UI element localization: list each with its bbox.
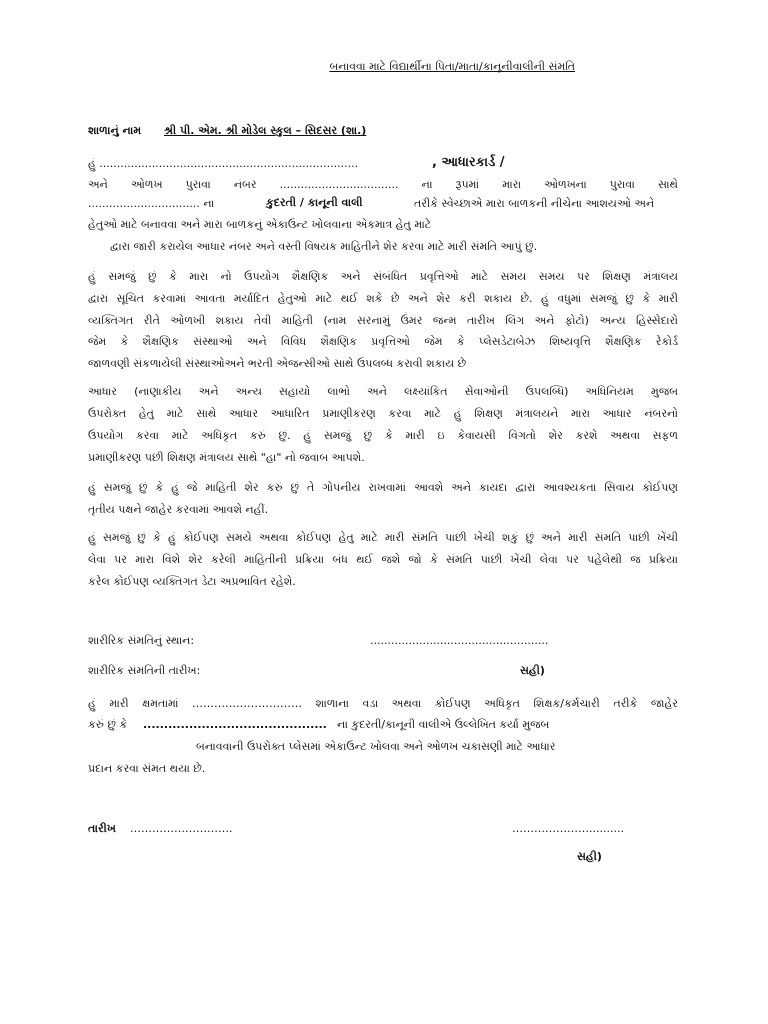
- signature-label-1: સહી): [520, 664, 545, 677]
- para3-line-1: હું સમજું છું કે હું જે માહિતી શેર કરું છું તે ગોપનીય રાખવામાં આવશે અને કાયદા દ્વારા આવશ્યકતા સિવાય કોઈપણ: [88, 481, 678, 494]
- para2-line-3: ઉપયોગ કરવા માટે અધિકૃત કરું છું. હું સમજું છું કે મારી ઇ કેવાયસી વિગતો શેર કરશે અથવા સફળ: [88, 429, 678, 442]
- intro-line-3b: કુદરતી / કાનૂની વાલી: [266, 196, 363, 209]
- para5-line-2b: ............................................: [143, 718, 327, 731]
- form-title-underline-line: [193, 74, 575, 75]
- school-name: શ્રી પી. એમ. શ્રી મોડેલ સ્કુલ – સિદસર (શા.): [164, 124, 367, 137]
- intro-line-3c: તરીકે સ્વેચ્છાએ મારા બાળકની નીચેના આશયઓ અને: [414, 197, 655, 210]
- para2-line-4: પ્રમાણીકરણ પછી શિક્ષણ મંત્રાલય સાથે "હા" નો જવાબ આપશે.: [88, 451, 365, 464]
- para4-line-1: હું સમજું છું કે હું કોઈપણ સમયે અથવા કોઈપણ હેતુ માટે મારી સંમતિ પાછી ખેંચી શકું છું અને મારી સંમતિ પાછી ખેંચી: [88, 531, 678, 544]
- form-title: બનાવવા માટે વિદ્યાર્થીના પિતા/માતા/કાનૂનીવાલીની સંમતિ: [329, 60, 575, 73]
- para1-line-4: જેમ કે શૈક્ષણિક સંસ્થાઓ અને વિવિધ શૈક્ષણિક પ્રવૃત્તિઓ જેમ કે પ્લેસડેટાબેઝ શિષ્યવૃત્તિ શૈક્ષણિક રેકોર્ડ: [88, 335, 678, 348]
- intro-line-5: દ્વારા જારી કરાયેલ આધાર નંબર અને વસ્તી વિષયક માહિતીને શેર કરવા માટે મારી સંમતિ આપું છું.: [110, 240, 538, 253]
- para4-line-2: લેવા પર મારા વિશે શેર કરેલી માહિતીની પ્રક્રિયા બંધ થઈ જશે જો કે સંમતિ પાછી ખેંચી લેવા પર પહેલેથી જ પ્રક્રિયા: [88, 553, 678, 566]
- intro-line-1b: , આધારકાર્ડ /: [432, 155, 505, 170]
- consent-place-value: ...................................................: [370, 634, 549, 647]
- para1-line-2: દ્વારા સૂચિત કરવામાં આવતા મર્યાદિત હેતુઓ માટે થઈ શકે છે અને શેર કરી શકાય છે. હું વધુમાં સમજું છું કે મારી: [88, 292, 678, 305]
- para5-line-4: પ્રદાન કરવા સંમત થયા છે.: [88, 762, 206, 775]
- para2-line-2: ઉપરોક્ત હેતુ માટે સાથે આધાર આધારિત પ્રમાણીકરણ કરવા માટે હું શિક્ષણ મંત્રાલયને મારા આધાર નંબરનો: [88, 407, 678, 420]
- para4-line-3: કરેલ કોઈપણ વ્યક્તિગત ડેટા અપ્રભાવિત રહેશે.: [88, 575, 296, 588]
- para5-line-1: હું મારી ક્ષમતામાં ………………………… શાળાના વડા અથવા કોઈપણ અધિકૃત શિક્ષક/કર્મચારી તરીકે જાહેર: [88, 697, 678, 710]
- intro-line-1a: હું ..........................................................................: [88, 157, 359, 170]
- intro-line-4: હેતુઓ માટે બનાવવા અને મારા બાળકનું એકાઉન્ટ ખોલવાના એકમાત્ર હેતુ માટે: [88, 218, 432, 231]
- signature-label-2: સહી): [577, 850, 602, 863]
- para1-line-3: વ્યક્તિગત રીતે ઓળખી શકાય તેવી માહિતી (નામ સરનામું ઉંમર જન્મ તારીખ લિંગ અને ફોટો) અન્ય હિસ્સેદારો: [88, 314, 678, 327]
- footer-signature-value: …………………..........: [512, 822, 624, 835]
- para2-line-1: આધાર (નાણાકીય અને અન્ય સહાયો લાભો અને લક્ષ્યાંકિત સેવાઓની ઉપલબ્ધિ) અધિનિયમ મુજબ: [88, 385, 678, 398]
- consent-place-label: શારીરિક સંમતિનું સ્થાન:: [88, 634, 195, 647]
- para5-line-3: બનાવવાની ઉપરોક્ત પ્લેસમાં એકાઉન્ટ ખોલવા અને ઓળખ ચકાસણી માટે આધાર: [196, 740, 556, 753]
- para3-line-2: તૃતીય પક્ષને જાહેર કરવામાં આવશે નહીં.: [88, 503, 269, 516]
- para5-line-2c: ના કુદરતી/કાનૂની વાલીએ ઉલ્લેખિત કર્યા મુજબ: [337, 718, 550, 731]
- intro-line-3a: ................................ ના: [88, 197, 215, 210]
- school-label: શાળાનું નામ: [88, 124, 142, 137]
- intro-line-2: અને ઓળખ પુરાવા નંબર .................................. ના રૂપમાં મારા ઓળખના પુરાવા સાથે: [88, 178, 678, 191]
- para1-line-5: જાળવણી સંકળાયેલી સંસ્થાઓઅને ભરતી એજન્સીઓ સાથે ઉપલબ્ધ કરાવી શકાય છે: [88, 357, 467, 370]
- para1-line-1: હું સમજું છું કે મારા નો ઉપયોગ શૈક્ષણિક અને સંબંધિત પ્રવૃત્તિઓ માટે સમય સમય પર શિક્ષણ મંત્રાલય: [88, 270, 678, 283]
- footer-date-label: તારીખ: [88, 822, 116, 835]
- consent-date-label: શારીરિક સંમતિની તારીખ:: [88, 664, 201, 677]
- para5-line-2a: કરું છું કે: [88, 718, 128, 731]
- footer-date-value: ……………………….: [130, 822, 233, 835]
